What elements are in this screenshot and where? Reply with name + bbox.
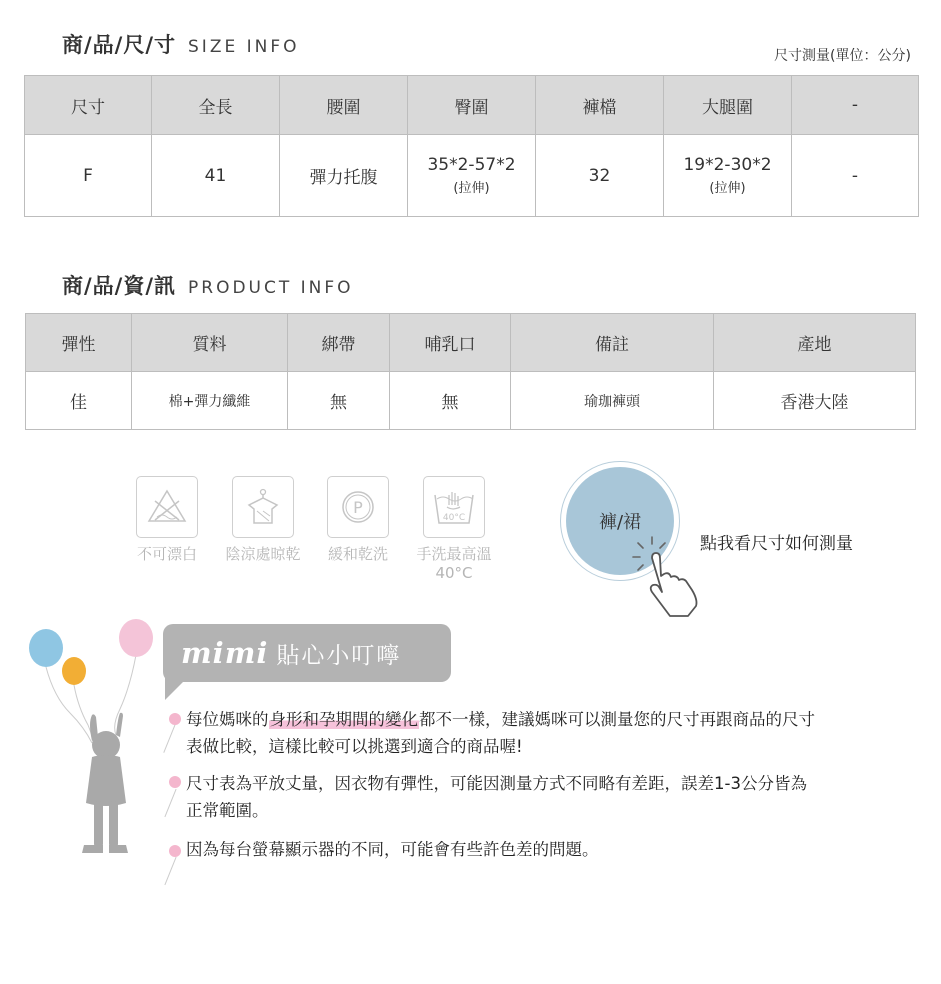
tip-item-2 <box>186 770 807 824</box>
wash-temp-badge: 40°C <box>442 513 466 523</box>
pink-balloon <box>119 619 153 657</box>
length-cell: 41 <box>152 135 280 217</box>
how-to-measure-link[interactable]: 點我看尺寸如何測量 <box>700 534 853 554</box>
tips-title: 貼心小叮嚀 <box>276 642 402 669</box>
hand-wash-40-icon <box>423 476 485 538</box>
tip-1-pre: 每位媽咪的 <box>186 710 269 729</box>
product-table-header-row <box>26 314 916 372</box>
tip-bullet <box>169 845 181 857</box>
extra-cell: - <box>792 135 919 217</box>
thigh-cell <box>664 135 792 217</box>
remark-cell: 瑜珈褲頭 <box>511 372 714 430</box>
care-label: 緩和乾洗 <box>327 545 388 563</box>
tip-2-line1: 尺寸表為平放丈量，因衣物有彈性，可能因測量方式不同略有差距，誤差1-3公分皆為 <box>186 774 807 793</box>
thigh-note: (拉伸) <box>709 181 746 196</box>
product-title-en: PRODUCT INFO <box>188 278 354 298</box>
pants-skirt-button[interactable]: 褲/裙 <box>566 467 674 575</box>
elasticity-cell: 佳 <box>26 372 132 430</box>
tip-decoration-line <box>164 789 176 817</box>
product-table <box>25 313 916 430</box>
size-table-row <box>25 135 919 217</box>
girl-with-balloons-illustration <box>26 617 166 867</box>
size-table-header-row <box>25 76 919 135</box>
tip-3-line1: 因為每台螢幕顯示器的不同，可能會有些許色差的問題。 <box>186 840 599 859</box>
tip-item-3 <box>186 836 599 863</box>
product-header-cell: 彈性 <box>26 314 132 372</box>
size-header-cell: 大腿圍 <box>664 76 792 135</box>
care-label: 手洗最高溫 <box>416 545 492 563</box>
waist-cell: 彈力托腹 <box>280 135 408 217</box>
tip-2-line2: 正常範圍。 <box>186 801 269 820</box>
product-header-cell: 備註 <box>511 314 714 372</box>
orange-balloon <box>62 657 86 685</box>
size-header-cell: 臀圍 <box>408 76 536 135</box>
blue-balloon <box>29 629 63 667</box>
tip-item-1 <box>186 706 815 760</box>
nursing-opening-cell: 無 <box>390 372 511 430</box>
size-header-cell: - <box>792 76 919 135</box>
unit-note: 尺寸測量(單位：公分) <box>774 48 911 64</box>
girl-silhouette <box>82 713 128 853</box>
origin-cell: 香港大陸 <box>714 372 916 430</box>
size-section-title <box>62 29 300 59</box>
product-section-title <box>62 270 354 300</box>
no-bleach-icon <box>136 476 198 538</box>
size-header-cell: 全長 <box>152 76 280 135</box>
material-cell: 棉+彈力纖維 <box>132 372 288 430</box>
product-header-cell: 產地 <box>714 314 916 372</box>
product-header-cell: 哺乳口 <box>390 314 511 372</box>
shade-dry-icon <box>232 476 294 538</box>
care-shade-dry <box>214 476 312 564</box>
tip-bullet <box>169 713 181 725</box>
care-label: 陰涼處晾乾 <box>225 545 301 563</box>
crotch-cell: 32 <box>536 135 664 217</box>
care-hand-wash <box>406 476 502 583</box>
hip-note: (拉伸) <box>453 181 490 196</box>
hip-cell <box>408 135 536 217</box>
product-header-cell: 質料 <box>132 314 288 372</box>
size-header-cell: 褲檔 <box>536 76 664 135</box>
tip-1-line2: 表做比較，這樣比較可以挑選到適合的商品喔! <box>186 737 523 756</box>
size-title-en: SIZE INFO <box>188 37 300 57</box>
tips-speech-bubble <box>163 624 451 682</box>
care-label-temp: 40°C <box>435 564 473 582</box>
svg-text:P: P <box>353 498 363 517</box>
tip-bullet <box>169 776 181 788</box>
size-header-cell: 腰圍 <box>280 76 408 135</box>
gentle-dry-clean-icon <box>327 476 389 538</box>
tip-1-post: 都不一樣，建議媽咪可以測量您的尺寸再跟商品的尺寸 <box>419 710 815 729</box>
product-table-row <box>26 372 916 430</box>
care-no-bleach <box>124 476 210 564</box>
product-title-zh: 商/品/資/訊 <box>62 274 177 298</box>
product-header-cell: 綁帶 <box>288 314 390 372</box>
strap-cell: 無 <box>288 372 390 430</box>
size-table <box>24 75 919 217</box>
care-gentle-dry-clean <box>318 476 398 564</box>
care-label: 不可漂白 <box>136 545 197 563</box>
size-cell: F <box>25 135 152 217</box>
size-title-zh: 商/品/尺/寸 <box>62 33 177 57</box>
hip-value: 35*2-57*2 <box>427 155 516 175</box>
size-header-cell: 尺寸 <box>25 76 152 135</box>
tip-1-highlight: 身形和孕期間的變化 <box>269 710 418 729</box>
tip-decoration-line <box>164 857 176 885</box>
tips-brand: mimi <box>181 636 269 670</box>
thigh-value: 19*2-30*2 <box>683 155 772 175</box>
